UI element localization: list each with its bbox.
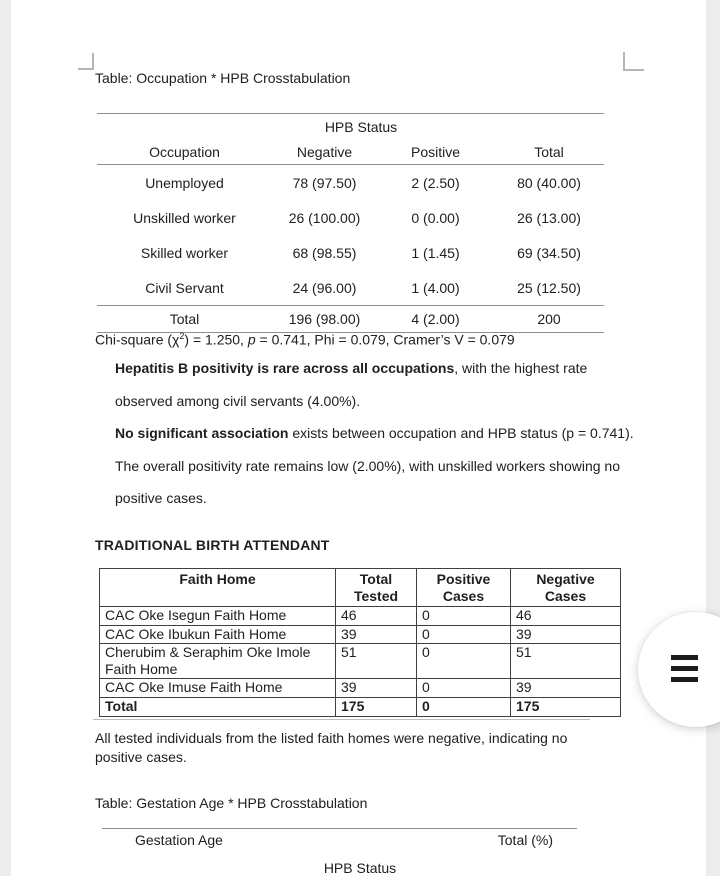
table-header-row	[100, 569, 621, 607]
column-header-gestation-age: Gestation Age	[135, 832, 223, 848]
table-rule	[102, 828, 577, 829]
column-header-faith-home: Faith Home	[100, 569, 336, 607]
table-cell: 46	[336, 607, 417, 626]
section-divider	[93, 719, 590, 720]
note-line	[115, 417, 634, 450]
table-cell: Unemployed	[145, 174, 224, 191]
table-cell: Cherubim & Seraphim Oke Imole Faith Home	[100, 644, 336, 679]
table-row	[97, 200, 604, 235]
table-row	[100, 607, 621, 626]
table-cell: 200	[537, 311, 561, 327]
note-text: , with the highest rate	[454, 360, 588, 376]
table-cell: Total	[169, 311, 200, 327]
table-cell: Civil Servant	[145, 279, 224, 296]
table-cell: 39	[336, 625, 417, 644]
table-row	[97, 235, 604, 270]
hpb-status-span-header: HPB Status	[323, 860, 397, 876]
gestation-table-title: Table: Gestation Age * HPB Crosstabulation	[95, 795, 368, 811]
spacer-cell	[97, 114, 272, 140]
table-cell: Total	[100, 697, 336, 716]
table-cell: 24 (96.00)	[292, 279, 357, 296]
column-header-total-tested: Total Tested	[336, 569, 417, 607]
table-cell: 68 (98.55)	[292, 244, 357, 261]
table-cell: 196 (98.00)	[288, 311, 361, 327]
table-cell: CAC Oke Isegun Faith Home	[100, 607, 336, 626]
column-header-positive: Positive	[410, 144, 461, 160]
note-bold-text: Hepatitis B positivity is rare across all occupations	[115, 360, 455, 376]
table-cell: 0	[417, 644, 511, 679]
occupation-crosstab-table	[97, 113, 604, 333]
note-line: positive cases.	[95, 748, 187, 765]
table-header-row	[97, 140, 604, 164]
table-cell: 2 (2.50)	[411, 174, 460, 191]
stats-text: = 0.741, Phi = 0.079, Cramer’s V = 0.079	[255, 331, 515, 348]
table-row	[100, 625, 621, 644]
menu-bar	[671, 677, 698, 682]
table-cell: CAC Oke Ibukun Faith Home	[100, 625, 336, 644]
note-line: All tested individuals from the listed faith homes were negative, indicating no	[95, 730, 568, 746]
note-bold-text: No significant association	[115, 425, 289, 441]
occupation-notes	[115, 352, 634, 515]
table-cell: 51	[511, 644, 621, 679]
note-line	[115, 482, 634, 515]
tba-note	[95, 729, 567, 766]
table-cell: 1 (1.45)	[411, 244, 460, 261]
column-header-negative: Negative	[296, 144, 353, 160]
table-cell: 51	[336, 644, 417, 679]
table-cell: 46	[511, 607, 621, 626]
table-row	[97, 165, 604, 200]
table-cell: 26 (100.00)	[288, 209, 361, 226]
table-cell: 175	[511, 697, 621, 716]
note-line	[115, 385, 634, 418]
table-row	[100, 679, 621, 698]
superscript-two: 2	[179, 331, 185, 341]
table-cell: Unskilled worker	[133, 209, 236, 226]
table-cell: 0	[417, 697, 511, 716]
stats-text: ) = 1.250,	[184, 331, 248, 348]
table-cell: CAC Oke Imuse Faith Home	[100, 679, 336, 698]
column-header-positive-cases: Positive Cases	[417, 569, 511, 607]
table-cell: 0	[417, 607, 511, 626]
note-text: exists between occupation and HPB status (p = 0.741).	[288, 425, 634, 441]
table-cell: 69 (34.50)	[517, 244, 581, 261]
table-cell: 39	[511, 625, 621, 644]
table-cell: 0	[417, 679, 511, 698]
table-cell: 26 (13.00)	[517, 209, 581, 226]
column-header-total: Total	[534, 144, 564, 160]
margin-mark-top-left-icon	[78, 53, 94, 70]
p-value-symbol: p	[247, 331, 256, 348]
table-span-header-row	[97, 114, 604, 140]
table-total-row	[100, 697, 621, 716]
table-row	[97, 270, 604, 305]
table-cell: Skilled worker	[140, 244, 229, 261]
note-text: observed among civil servants (4.00%).	[115, 392, 361, 409]
chi-square-stats	[95, 331, 515, 348]
table-cell: 0 (0.00)	[411, 209, 460, 226]
note-line	[115, 450, 634, 483]
table-cell: 39	[511, 679, 621, 698]
tba-section-heading: TRADITIONAL BIRTH ATTENDANT	[95, 537, 330, 553]
column-header-negative-cases: Negative Cases	[511, 569, 621, 607]
note-text: The overall positivity rate remains low (2.00%), with unskilled workers showing no	[115, 457, 620, 474]
stats-text: Chi-square (χ	[95, 331, 180, 348]
table-cell: 4 (2.00)	[411, 311, 460, 327]
table-cell: 39	[336, 679, 417, 698]
table-cell: 25 (12.50)	[517, 279, 581, 296]
occupation-table-title: Table: Occupation * HPB Crosstabulation	[95, 70, 351, 86]
note-line	[115, 352, 634, 385]
hpb-status-span-header: HPB Status	[324, 119, 398, 135]
table-cell: 175	[336, 697, 417, 716]
table-cell: 78 (97.50)	[292, 174, 357, 191]
note-text: positive cases.	[115, 490, 207, 506]
table-cell: 0	[417, 625, 511, 644]
column-header-occupation: Occupation	[149, 144, 220, 160]
column-header-total-pct: Total (%)	[497, 832, 553, 848]
table-row	[100, 644, 621, 679]
margin-mark-top-right-icon	[623, 52, 644, 71]
table-cell: 1 (4.00)	[411, 279, 460, 296]
hamburger-menu-icon	[671, 655, 698, 688]
menu-bar	[671, 666, 698, 671]
table-cell: 80 (40.00)	[517, 174, 581, 191]
faith-home-table	[99, 568, 621, 717]
menu-bar	[671, 655, 698, 660]
table-total-row	[97, 306, 604, 332]
